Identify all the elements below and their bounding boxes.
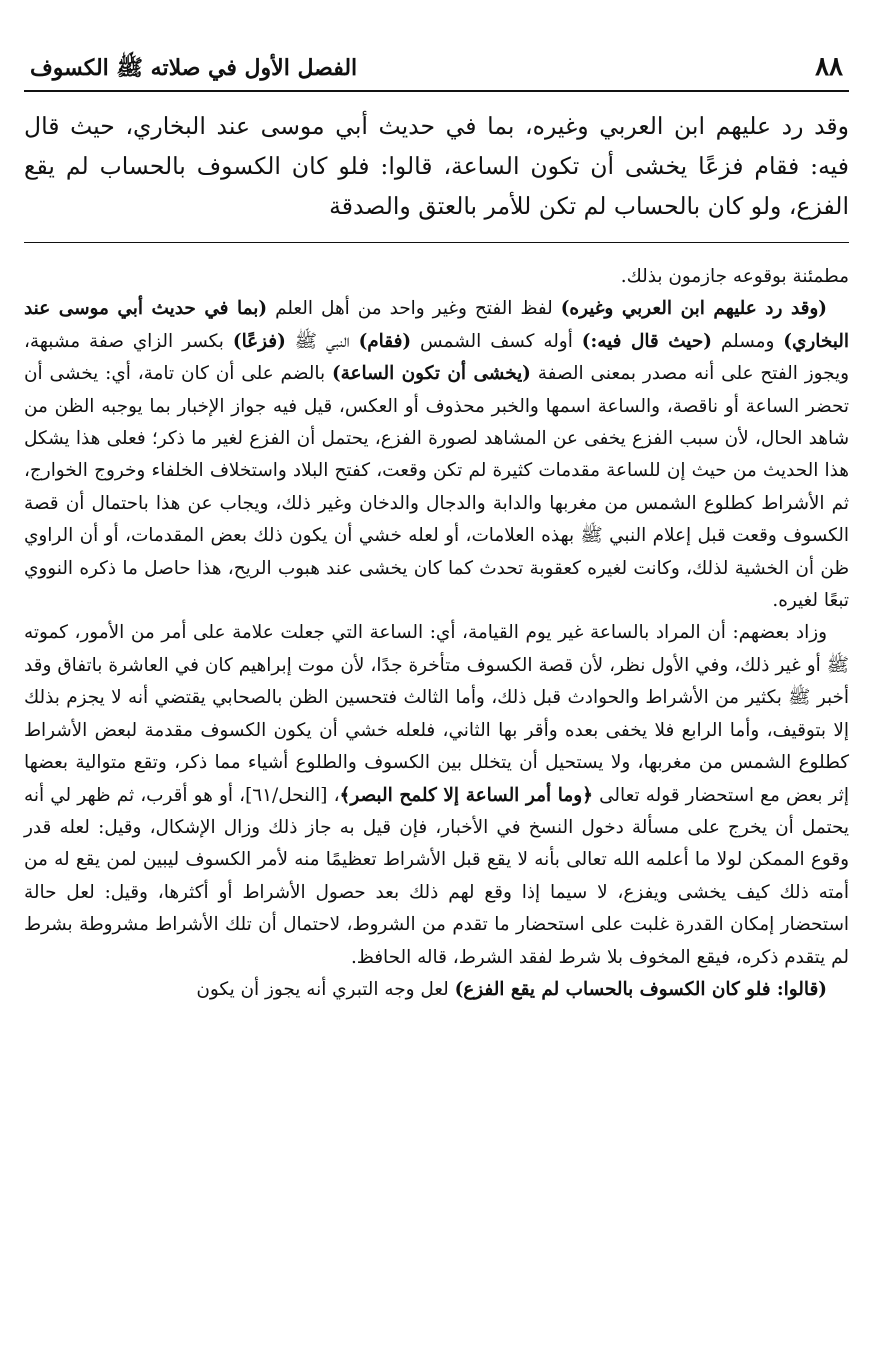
- bold-quote: (حيث قال فيه:): [581, 330, 712, 352]
- chapter-title: الفصل الأول في صلاته ﷺ الكسوف: [30, 55, 358, 81]
- bold-quote: (فزعًا): [232, 330, 286, 352]
- main-text: وقد رد عليهم ابن العربي وغيره، بما في حديث أبي موسى عند البخاري، حيث قال فيه: فقام فزعًا يخشى أن تكون الساعة، قالوا: فلو كان الكسوف بالحساب لم يقع الفزع، ولو كان بالحساب لم تكن للأمر بالعتق والصدقة: [24, 112, 849, 220]
- commentary-text: لعل وجه التبري أنه يجوز أن يكون: [196, 978, 455, 1000]
- page-number: ٨٨: [815, 52, 843, 82]
- commentary-text: أوله كسف الشمس: [411, 330, 582, 352]
- bold-quote: (قالوا: فلو كان الكسوف بالحساب لم يقع الفزع): [454, 978, 827, 1000]
- bold-quote: ﴿وما أمر الساعة إلا كلمح البصر﴾: [339, 784, 593, 806]
- commentary: [24, 261, 849, 1006]
- commentary-paragraph-1: مطمئنة بوقوعه جازمون بذلك.: [620, 266, 849, 287]
- commentary-text: وزاد بعضهم: أن المراد بالساعة غير يوم القيامة، أي: الساعة التي جعلت علامة على أمر من الأمور، كموته ﷺ أو غير ذلك، وفي الأول نظر، لأن قصة الكسوف متأخرة جدًا، لأن موت إبراهيم كان في العاشرة باتفاق وقد أخبر ﷺ بكثير من الأشراط والحوادث قبل ذلك، وأما الثالث فتحسين الظن بالصحابي يقتضي أنه لا يجزم بذلك إلا بتوقيف، وأما الرابع فلا يخفى بعده وأقر بها الثاني، فلعله خشي أن يكون الكسوف مقدمة لبعض الأشراط كطلوع الشمس من مغربها، ولا يستحيل أن يتخلل بين الكسوف والطلوع أشياء مما ذكر، وتقع متوالية بعضها إثر بعض مع استحضار قوله تعالى: [24, 622, 849, 806]
- commentary-paragraph-4: [24, 974, 849, 1006]
- bold-quote: (بما في حديث أبي موسى عند البخاري): [24, 298, 850, 352]
- commentary-text: ومسلم: [711, 330, 784, 352]
- commentary-paragraph-2: [24, 293, 849, 617]
- commentary-text: لفظ الفتح وغير واحد من أهل العلم: [267, 298, 561, 320]
- commentary-paragraph-3: [24, 617, 849, 973]
- separator-line: [24, 242, 849, 243]
- bold-quote: (يخشى أن تكون الساعة): [331, 363, 531, 385]
- book-page: [24, 52, 849, 1339]
- commentary-text: النبي ﷺ: [285, 330, 359, 352]
- commentary-text: بكسر الزاي صفة مشبهة، ويجوز الفتح على أنه مصدر بمعنى الصفة: [24, 330, 849, 385]
- running-header: [24, 52, 849, 92]
- bold-quote: (فقام): [358, 330, 412, 352]
- commentary-text: ، [النحل/٦١]، أو هو أقرب، ثم ظهر لي أنه يحتمل أن يخرج على مسألة دخول النسخ في الأخبار، فإن قيل به جاز ذلك وزال الإشكال، وقيل: لعله قدر وقوع الممكن لولا ما أعلمه الله تعالى بأنه لا يقع قبل الأشراط تعظيمًا منه لأمر الكسوف ليبين لمن يقع له من أمته ذلك كيف يخشى ويفزع، لا سيما إذا وقع لهم ذلك بعد حصول الأشراط أو أكثرها، وقيل: لعل حالة استحضار إمكان القدرة غلبت على استحضار ما تقدم من الشروط، لاحتمال أن تلك الأشراط مشروطة بشرط لم يتقدم ذكره، فيقع المخوف بلا شرط لفقد الشرط، قاله الحافظ.: [24, 784, 849, 968]
- commentary-text: بالضم على أن كان تامة، أي: يخشى أن تحضر الساعة أو ناقصة، والساعة اسمها والخبر محذوف أو العكس، قيل فيه جواز الإخبار بما يوجبه الظن من شاهد الحال، لأن سبب الفزع يخفى عن المشاهد لصورة الفزع، يحتمل أن الفزع لغير ما ذكر؛ فعلى هذا يشكل هذا الحديث من حيث إن للساعة مقدمات كثيرة لم تكن وقعت، كفتح البلاد واستخلاف الخلفاء وخروج الخوارج، ثم الأشراط كطلوع الشمس من مغربها والدابة والدجال والدخان وغير ذلك، ويجاب عن هذا باحتمال أن قصة الكسوف وقعت قبل إعلام النبي ﷺ بهذه العلامات، أو لعله خشي أن يكون ذلك بعض المقدمات، أو أن الراوي ظن أن الخشية لذلك، وكانت لغيره كعقوبة تحدث كما كان يخشى عند هبوب الريح، هذا حاصل ما ذكره النووي تبعًا لغيره.: [24, 363, 849, 612]
- bold-quote: (وقد رد عليهم ابن العربي وغيره): [560, 298, 827, 320]
